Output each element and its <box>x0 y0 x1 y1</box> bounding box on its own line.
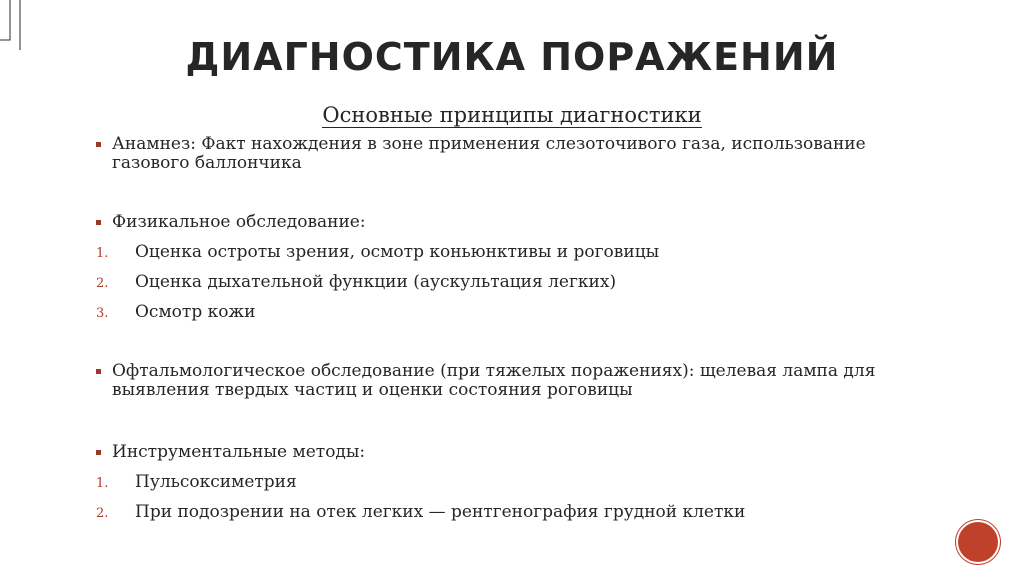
list-item-instrumental <box>96 443 916 462</box>
list-item <box>96 503 916 522</box>
list-number: 2. <box>96 276 109 291</box>
content-body <box>96 135 916 522</box>
list-number: 2. <box>96 506 109 521</box>
list-item-text: Пульсоксиметрия <box>135 472 297 492</box>
ophthalmo-text: Офтальмологическое обследование (при тяжелых поражениях): щелевая лампа для выявления твердых частиц и оценки состояния роговицы <box>112 361 876 400</box>
list-item <box>96 243 916 262</box>
instrumental-heading: Инструментальные методы: <box>112 442 366 462</box>
corner-frame-decoration <box>0 0 30 574</box>
physical-heading: Физикальное обследование: <box>112 212 366 232</box>
list-number: 1. <box>96 246 109 261</box>
slide-number-badge <box>958 522 998 562</box>
list-item-ophthalmo <box>96 362 916 400</box>
page-title: ДИАГНОСТИКА ПОРАЖЕНИЙ <box>185 35 839 79</box>
list-item-text: Осмотр кожи <box>135 302 256 322</box>
list-item-text: Оценка дыхательной функции (аускультация легких) <box>135 272 617 292</box>
list-item-text: Оценка остроты зрения, осмотр коньюнктивы и роговицы <box>135 242 660 262</box>
square-bullet-icon <box>96 369 101 374</box>
list-item-text: При подозрении на отек легких — рентгенография грудной клетки <box>135 502 746 522</box>
list-item <box>96 473 916 492</box>
subtitle-text: Основные принципы диагностики <box>322 103 702 127</box>
square-bullet-icon <box>96 142 101 147</box>
list-item <box>96 273 916 292</box>
list-number: 1. <box>96 476 109 491</box>
list-item <box>96 303 916 322</box>
list-item-physical <box>96 213 916 232</box>
list-number: 3. <box>96 306 109 321</box>
square-bullet-icon <box>96 450 101 455</box>
slide-subtitle <box>0 101 1024 129</box>
anamnesis-text: Анамнез: Факт нахождения в зоне применения слезоточивого газа, использование газового баллончика <box>112 134 866 173</box>
square-bullet-icon <box>96 220 101 225</box>
list-item-anamnesis <box>96 135 916 173</box>
